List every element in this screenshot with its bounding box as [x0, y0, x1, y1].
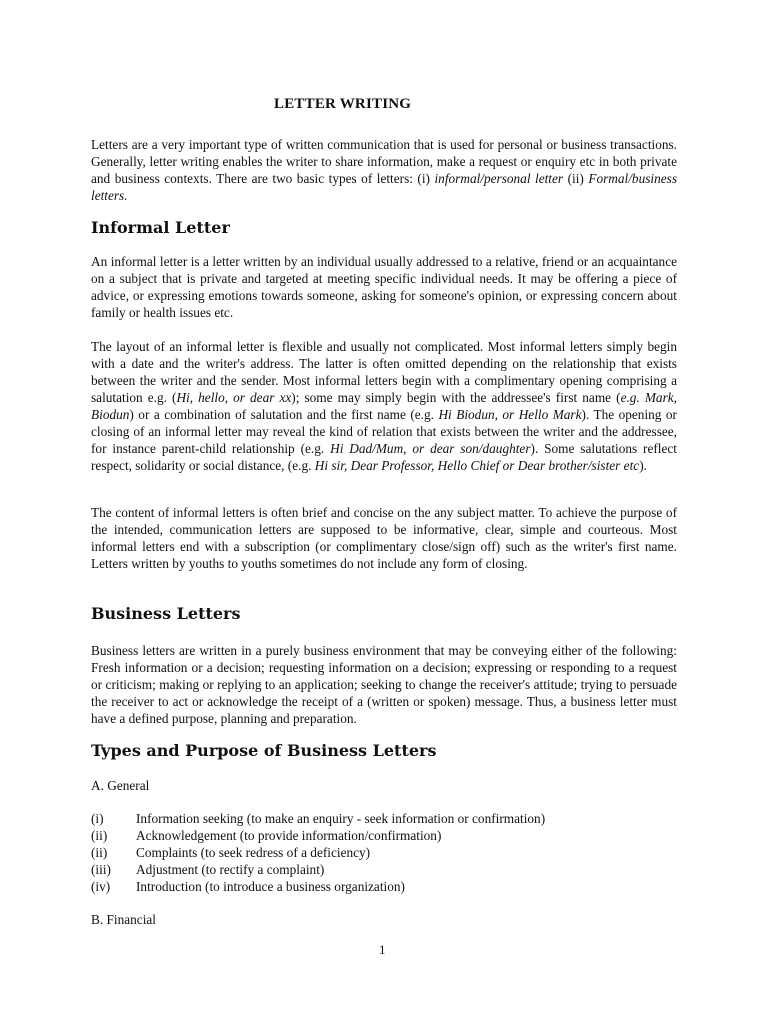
- page-title: LETTER WRITING: [274, 96, 412, 112]
- list-item-number: (iv): [91, 879, 111, 894]
- heading-business-letters: Business Letters: [91, 604, 241, 623]
- list-item-text: Information seeking (to make an enquiry - seek information or confirmation): [136, 811, 546, 826]
- p2-text-c: ); some may simply begin with the addressee's first name (: [291, 390, 621, 405]
- list-item-number: (iii): [91, 862, 111, 877]
- list-item-text: Complaints (to seek redress of a deficiency): [136, 845, 371, 860]
- p2-italic-b: Hi, hello, or dear xx: [176, 390, 292, 405]
- list-item-number: (i): [91, 811, 104, 826]
- list-item-text: Introduction (to introduce a business organization): [136, 879, 405, 894]
- list-item-number: (ii): [91, 828, 108, 843]
- intro-italic-formal: Formal/business letters.: [91, 171, 677, 203]
- informal-paragraph-1: An informal letter is a letter written by an individual usually addressed to a relative, friend or an acquaintance on a subject that is private and targeted at meeting specific individual needs. It may be offering a piece of advice, or expressing emotions towards someone, asking for someone's opinion, or expressing concern about family or health issues etc.: [91, 254, 677, 320]
- heading-informal-letter: Informal Letter: [91, 218, 230, 237]
- p2-italic-f: Hi Biodun, or Hello Mark: [438, 407, 582, 422]
- list-item-number: (ii): [91, 845, 108, 860]
- p2-italic-j: Hi sir, Dear Professor, Hello Chief or Dear brother/sister etc: [314, 458, 640, 473]
- business-paragraph-1: Business letters are written in a purely business environment that may be conveying either of the following: Fresh information or a decision; requesting information on a decision; expressing or responding to a request or criticism; making or replying to an application; seeking to change the receiver's attitude; trying to persuade the receiver to act or acknowledge the receipt of a (written or spoken) message. Thus, a business letter must have a defined purpose, planning and preparation.: [91, 643, 677, 726]
- intro-text-2: (ii): [563, 171, 589, 186]
- list-item: [91, 878, 677, 895]
- section-general-label: A. General: [91, 778, 150, 793]
- section-financial-label: B. Financial: [91, 912, 156, 927]
- p2-text-k: ).: [639, 458, 647, 473]
- list-item-text: Adjustment (to rectify a complaint): [136, 862, 325, 877]
- list-item: [91, 861, 677, 878]
- list-item: [91, 827, 677, 844]
- p2-italic-h: Hi Dad/Mum, or dear son/daughter: [330, 441, 531, 456]
- intro-italic-informal: informal/personal letter: [434, 171, 564, 186]
- informal-paragraph-2: [91, 338, 677, 474]
- p2-text-a: The layout of an informal letter is flexible and usually not complicated. Most informal letters simply begin with a date and the writer's address. The latter is often omitted depending on the relationship that exists between the writer and the sender. Most informal letters begin with a complimentary opening comprising a salutation e.g. (: [91, 339, 677, 405]
- intro-paragraph: [91, 136, 677, 204]
- list-item: [91, 810, 677, 827]
- business-letter-types-list: [91, 810, 677, 895]
- list-item: [91, 844, 677, 861]
- p2-text-e: ) or a combination of salutation and the first name (e.g.: [129, 407, 439, 422]
- informal-paragraph-3: The content of informal letters is often brief and concise on the any subject matter. To achieve the purpose of the intended, communication letters are supposed to be informative, clear, simple and courteous. Most informal letters end with a subscription (or complimentary close/sign off) such as the writer's first name. Letters written by youths to youths sometimes do not include any form of closing.: [91, 505, 677, 571]
- heading-types-and-purpose: Types and Purpose of Business Letters: [91, 741, 437, 760]
- p2-italic-d: e.g. Mark, Biodun: [91, 390, 677, 422]
- list-item-text: Acknowledgement (to provide information/confirmation): [136, 828, 442, 843]
- p2-text-g: ). The opening or closing of an informal letter may reveal the kind of relation that exists between the writer and the addressee, for instance parent-child relationship (e.g.: [91, 407, 677, 456]
- intro-text: Letters are a very important type of written communication that is used for personal or business transactions. Generally, letter writing enables the writer to share information, make a request or enquiry etc in both private and business contexts. There are two basic types of letters: (i): [91, 137, 677, 186]
- p2-text-i: ). Some salutations reflect respect, solidarity or social distance, (e.g.: [91, 441, 678, 473]
- page-number: 1: [379, 942, 386, 957]
